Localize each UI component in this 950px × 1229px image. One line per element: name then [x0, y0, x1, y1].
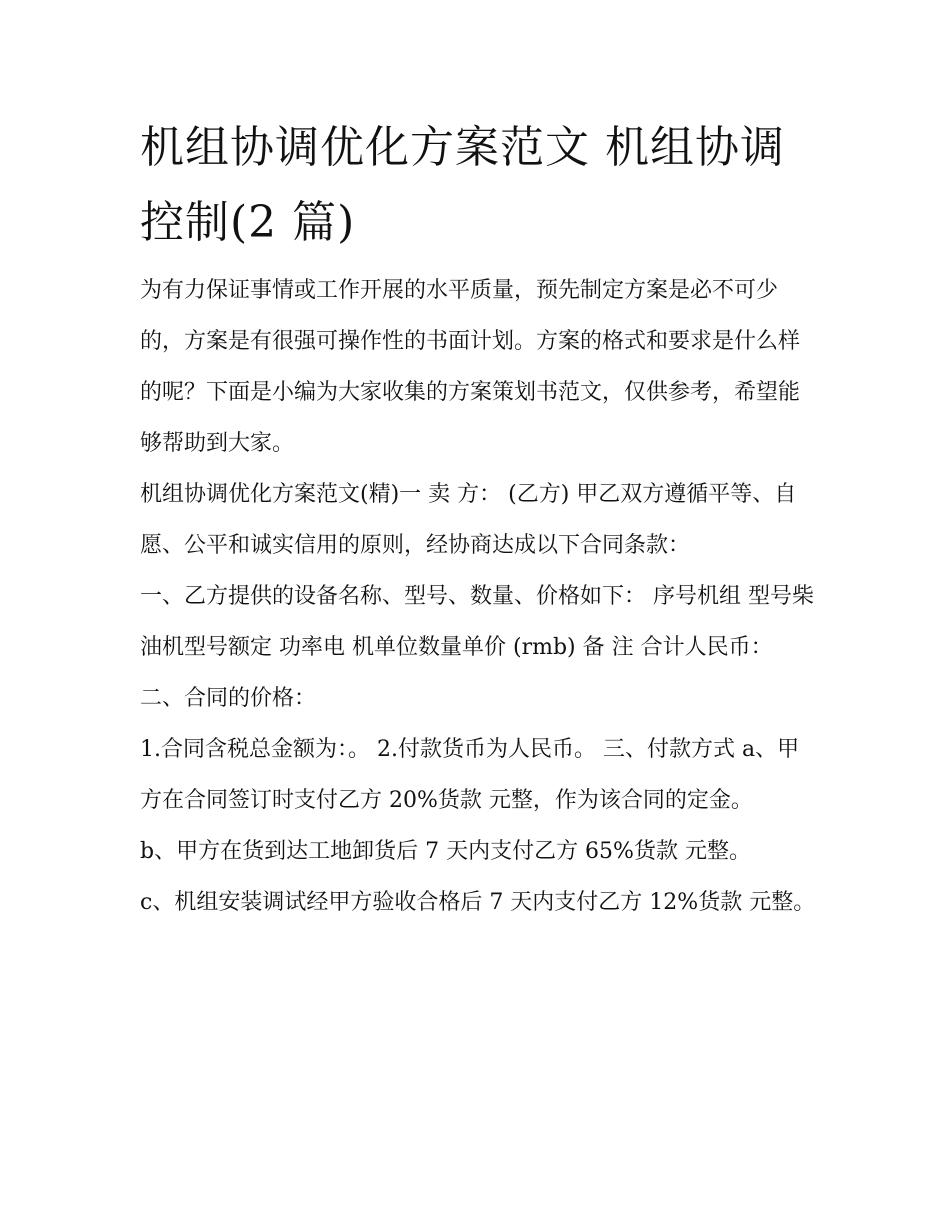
- payment-b-paragraph: b、甲方在货到达工地卸货后 7 天内支付乙方 65%货款 元整。: [140, 839, 751, 864]
- payment-terms-paragraph: 1.合同含税总金额为：。 2.付款货币为人民币。 三、付款方式 a、甲方在合同签订时支付乙方 20%货款 元整，作为该合同的定金。: [140, 737, 800, 813]
- intro-paragraph: 为有力保证事情或工作开展的水平质量，预先制定方案是必不可少的，方案是有很强可操作性的书面计划。方案的格式和要求是什么样的呢？下面是小编为大家收集的方案策划书范文，仅供参考，希望能够帮助到大家。: [140, 278, 801, 456]
- equipment-list-paragraph: 一、乙方提供的设备名称、型号、数量、价格如下： 序号机组 型号柴油机型号额定 功率电 机单位数量单价 (rmb) 备 注 合计人民币： 二、合同的价格：: [140, 584, 814, 711]
- payment-c-paragraph: c、机组安装调试经甲方验收合格后 7 天内支付乙方 12%货款 元整。: [140, 890, 816, 915]
- document-page: [140, 110, 820, 928]
- document-title: 机组协调优化方案范文 机组协调控制(2 篇): [140, 122, 785, 248]
- contract-parties-paragraph: 机组协调优化方案范文(精)一 卖 方： (乙方) 甲乙双方遵循平等、自愿、公平和诚实信用的原则，经协商达成以下合同条款：: [140, 482, 797, 558]
